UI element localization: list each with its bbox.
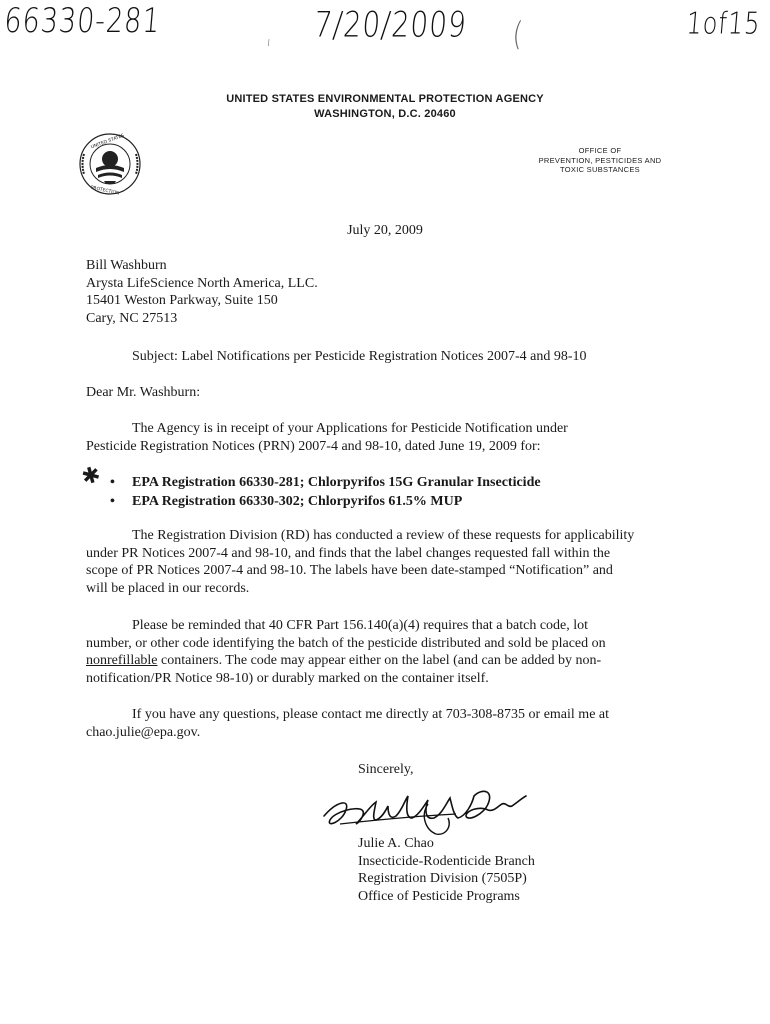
handwritten-page-count: 1of15 [685,6,762,41]
svg-text:PROTECTION: PROTECTION [90,185,120,196]
paragraph-contact [86,706,686,741]
agency-city: WASHINGTON, D.C. 20460 [314,108,456,120]
handwritten-date: 7/20/2009 [312,4,469,46]
office-line: PREVENTION, PESTICIDES AND [538,155,662,165]
letter-date: July 20, 2009 [347,223,423,238]
office-of-prevention [500,146,700,175]
svg-text:UNITED STATES: UNITED STATES [90,133,126,151]
paragraph-line [86,652,686,670]
recipient-company: Arysta LifeScience North America, LLC. [86,275,318,291]
signer-branch: Insecticide-Rodenticide Branch [358,853,535,869]
paragraph-line: If you have any questions, please contact me directly at 703-308-8735 or email me at [132,707,610,722]
paragraph-line: The Registration Division (RD) has conducted a review of these requests for applicability [132,528,635,543]
signer-office: Office of Pesticide Programs [358,888,520,904]
handwritten-signature [316,776,556,842]
paragraph-receipt [86,420,686,455]
recipient-name: Bill Washburn [86,258,167,273]
pen-mark: ı [266,36,272,50]
salutation: Dear Mr. Washburn: [86,385,201,400]
recipient-street: 15401 Weston Parkway, Suite 150 [86,293,278,308]
paragraph-line: The Agency is in receipt of your Applications for Pesticide Notification under [132,421,568,436]
recipient-address [86,257,318,327]
recipient-city: Cary, NC 27513 [86,310,178,326]
handwritten-star-mark: ✱ [79,462,104,491]
office-line: TOXIC SUBSTANCES [560,165,640,174]
paragraph-line: under PR Notices 2007-4 and 98-10, and finds that the label changes requested fall within the [86,545,611,561]
signer-name: Julie A. Chao [358,836,434,851]
agency-name: UNITED STATES ENVIRONMENTAL PROTECTION AGENCY [226,93,544,105]
epa-seal-icon [78,132,142,196]
paragraph-line: notification/PR Notice 98-10) or durably marked on the container itself. [86,670,489,686]
paragraph-line: number, or other code identifying the batch of the pesticide distributed and sold be placed on [86,635,606,651]
paragraph-line: Please be reminded that 40 CFR Part 156.140(a)(4) requires that a batch code, lot [132,618,589,633]
signer-division: Registration Division (7505P) [358,871,527,886]
paragraph-line: Pesticide Registration Notices (PRN) 2007-4 and 98-10, dated June 19, 2009 for: [86,438,541,454]
list-item: • EPA Registration 66330-302; Chlorpyrifos 61.5% MUP [110,494,463,509]
underlined-term: nonrefillable [86,653,158,668]
paragraph-line: will be placed in our records. [86,580,250,596]
list-item: • EPA Registration 66330-281; Chlorpyrifos 15G Granular Insecticide [110,475,541,490]
handwritten-file-number: 66330-281 [2,2,163,41]
paragraph-review [86,527,686,597]
subject-line: Subject: Label Notifications per Pesticide Registration Notices 2007-4 and 98-10 [132,349,587,364]
closing: Sincerely, [358,762,414,777]
pen-mark-paren: ( [510,16,526,54]
paragraph-line: scope of PR Notices 2007-4 and 98-10. The labels have been date-stamped “Notification” and [86,563,613,578]
signature-block [358,835,535,905]
letterhead-agency [0,92,770,122]
registration-text: EPA Registration 66330-281; Chlorpyrifos 15G Granular Insecticide [132,475,541,490]
office-line: OFFICE OF [578,146,622,155]
paragraph-line: chao.julie@epa.gov. [86,724,201,740]
registration-list [110,473,541,511]
paragraph-batch-code [86,617,686,687]
paragraph-text: containers. The code may appear either on the label (and can be added by non- [157,653,602,668]
registration-text: EPA Registration 66330-302; Chlorpyrifos 61.5% MUP [132,494,463,509]
